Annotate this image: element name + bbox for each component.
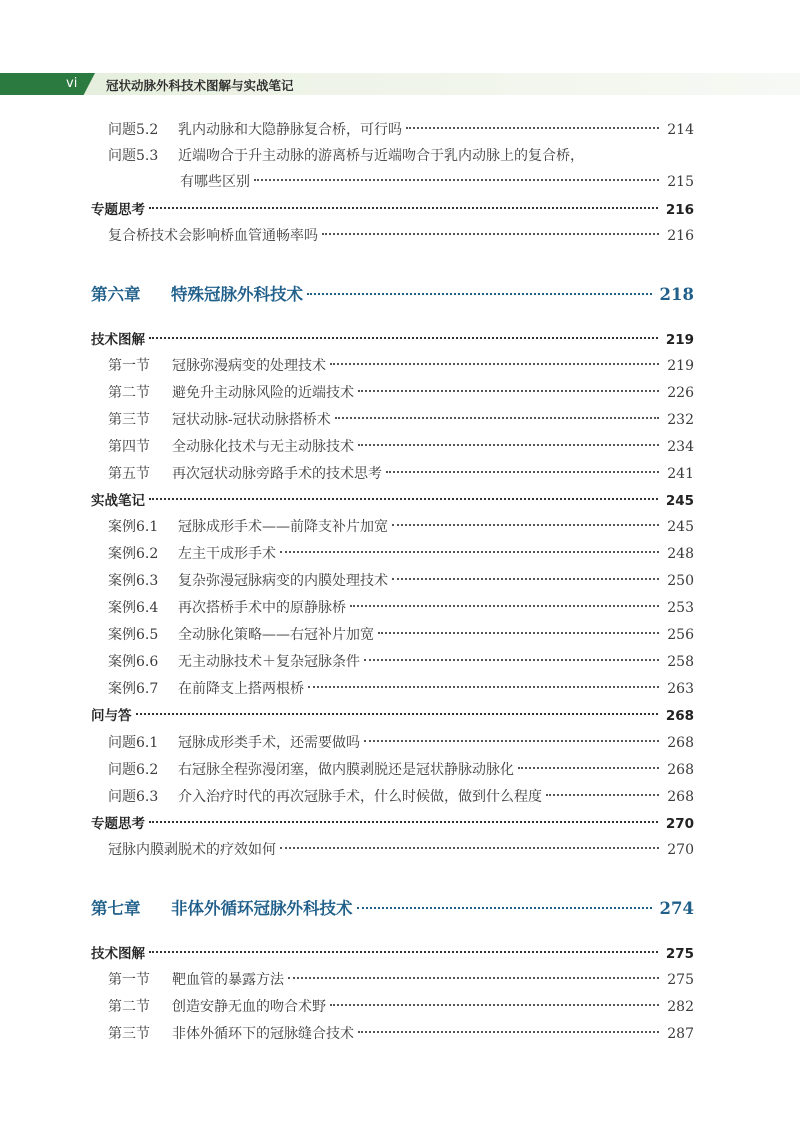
entry-page: 226 [667,385,694,401]
entry-title: 创造安静无血的吻合术野 [172,999,326,1015]
dot-leader [364,659,659,661]
entry-page: 215 [667,174,694,190]
heading-title: 专题思考 [91,202,145,218]
entry-title: 复合桥技术会影响桥血管通畅率吗 [108,228,318,244]
entry-page: 234 [667,439,694,455]
entry-title: 冠脉弥漫病变的处理技术 [172,358,326,374]
entry-page: 268 [667,735,694,751]
dot-leader [280,551,659,553]
header-page-number: vi [66,76,78,91]
chapter-page: 218 [659,285,694,304]
entry-page: 241 [667,466,694,482]
entry-title: 再次搭桥手术中的原静脉桥 [178,600,346,616]
entry-title: 复杂弥漫冠脉病变的内膜处理技术 [178,573,388,589]
toc-entry-ch7-s1[interactable] [108,970,694,990]
entry-page: 258 [667,654,694,670]
dot-leader [307,293,652,295]
chapter-title: 特殊冠脉外科技术 [171,285,303,304]
entry-number: 第二节 [108,385,150,401]
dot-leader [378,632,659,634]
entry-page: 250 [667,573,694,589]
entry-title: 介入治疗时代的再次冠脉手术，什么时候做，做到什么程度 [178,789,542,805]
dot-leader [386,471,659,473]
entry-page: 253 [667,600,694,616]
heading-title: 专题思考 [91,816,145,832]
dot-leader [357,907,652,909]
running-header [0,73,800,95]
dot-leader [358,1031,659,1033]
entry-page: 256 [667,627,694,643]
entry-number: 问题5.3 [108,148,159,164]
entry-number: 案例6.6 [108,654,159,670]
toc-entry-ch7-s2[interactable] [108,997,694,1017]
entry-title: 再次冠状动脉旁路手术的技术思考 [172,466,382,482]
entry-page: 219 [665,332,694,348]
entry-number: 问题6.3 [108,789,159,805]
toc-entry-topic5-item[interactable] [108,226,694,246]
entry-page: 232 [667,412,694,428]
toc-entry-ch7-s3[interactable] [108,1024,694,1044]
dot-leader [149,337,658,339]
entry-title: 冠脉成形类手术，还需要做吗 [178,735,360,751]
toc-heading-ch7-tech[interactable] [91,944,694,964]
dot-leader [335,417,660,419]
dot-leader [406,127,659,129]
entry-page: 287 [667,1026,694,1042]
toc-entry-q5-3[interactable] [180,172,694,192]
toc-heading-topic6[interactable] [91,814,694,834]
entry-title: 右冠脉全程弥漫闭塞，做内膜剥脱还是冠状静脉动脉化 [178,762,514,778]
entry-page: 219 [667,358,694,374]
entry-title: 在前降支上搭两根桥 [178,681,304,697]
entry-number: 问题6.1 [108,735,159,751]
entry-title: 靶血管的暴露方法 [172,972,284,988]
toc-entry-ch6-s4[interactable] [108,437,694,457]
toc-entry-c6-3[interactable] [108,571,694,591]
entry-page: 270 [667,842,694,858]
entry-number: 第四节 [108,439,150,455]
entry-number: 案例6.2 [108,546,159,562]
entry-number: 第一节 [108,358,150,374]
entry-number: 案例6.1 [108,519,159,535]
dot-leader [149,821,658,823]
dot-leader [518,767,659,769]
entry-page: 216 [665,202,694,218]
heading-title: 技术图解 [91,946,145,962]
entry-page: 245 [665,493,694,509]
toc-entry-q5-3-line1[interactable] [108,146,694,166]
entry-number: 案例6.3 [108,573,159,589]
entry-title: 乳内动脉和大隐静脉复合桥，可行吗 [178,122,402,138]
entry-number: 第三节 [108,1026,150,1042]
entry-page: 214 [667,122,694,138]
entry-title: 近端吻合于升主动脉的游离桥与近端吻合于乳内动脉上的复合桥， [178,148,584,164]
toc-entry-ch6-s2[interactable] [108,383,694,403]
toc-entry-ch6-s1[interactable] [108,356,694,376]
entry-page: 268 [665,708,694,724]
toc-entry-q6-2[interactable] [108,760,694,780]
heading-title: 问与答 [91,708,132,724]
entry-title: 冠脉内膜剥脱术的疗效如何 [108,842,276,858]
dot-leader [330,1004,659,1006]
entry-page: 282 [667,999,694,1015]
dot-leader [358,444,659,446]
entry-title: 全动脉化技术与无主动脉技术 [172,439,354,455]
toc-entry-ch6-s5[interactable] [108,464,694,484]
dot-leader [350,605,659,607]
toc-heading-ch6-qa[interactable] [91,706,694,726]
toc-entry-c6-5[interactable] [108,625,694,645]
entry-number: 案例6.4 [108,600,159,616]
entry-number: 案例6.5 [108,627,159,643]
dot-leader [330,363,659,365]
toc-heading-ch6-notes[interactable] [91,491,694,511]
entry-page: 268 [667,762,694,778]
entry-number: 问题5.2 [108,122,159,138]
entry-title: 左主干成形手术 [178,546,276,562]
dot-leader [546,794,659,796]
dot-leader [149,951,658,953]
toc-entry-c6-4[interactable] [108,598,694,618]
entry-page: 275 [665,946,694,962]
toc-entry-c6-7[interactable] [108,679,694,699]
dot-leader [392,578,659,580]
dot-leader [364,740,659,742]
entry-page: 248 [667,546,694,562]
chapter-number: 第六章 [91,285,141,304]
dot-leader [308,686,659,688]
toc-entry-ch6-s3[interactable] [108,410,694,430]
entry-title: 避免升主动脉风险的近端技术 [172,385,354,401]
toc-chapter-7[interactable] [91,897,694,921]
entry-number: 第三节 [108,412,150,428]
dot-leader [358,390,659,392]
entry-number: 第五节 [108,466,150,482]
dot-leader [254,179,659,181]
entry-page: 263 [667,681,694,697]
entry-title: 冠脉成形手术——前降支补片加宽 [178,519,388,535]
header-book-title: 冠状动脉外科技术图解与实战笔记 [106,78,294,93]
heading-title: 技术图解 [91,332,145,348]
toc-entry-q5-2[interactable] [108,120,694,140]
toc-entry-c6-1[interactable] [108,517,694,537]
toc-entry-c6-2[interactable] [108,544,694,564]
entry-title: 全动脉化策略——右冠补片加宽 [178,627,374,643]
toc-heading-topic5[interactable] [91,200,694,220]
chapter-page: 274 [659,899,694,918]
toc-entry-c6-6[interactable] [108,652,694,672]
entry-page: 216 [667,228,694,244]
entry-title: 冠状动脉-冠状动脉搭桥术 [172,412,331,428]
chapter-number: 第七章 [91,899,141,918]
entry-page: 245 [667,519,694,535]
entry-title: 有哪些区别 [180,174,250,190]
dot-leader [280,847,659,849]
toc-chapter-6[interactable] [91,283,694,307]
toc-entry-topic6-item[interactable] [108,840,694,860]
entry-title: 非体外循环下的冠脉缝合技术 [172,1026,354,1042]
toc-entry-q6-3[interactable] [108,787,694,807]
entry-number: 问题6.2 [108,762,159,778]
dot-leader [136,713,658,715]
dot-leader [288,977,659,979]
chapter-title: 非体外循环冠脉外科技术 [171,899,353,918]
toc-entry-q6-1[interactable] [108,733,694,753]
dot-leader [392,524,659,526]
dot-leader [149,498,658,500]
entry-number: 第二节 [108,999,150,1015]
toc-heading-ch6-tech[interactable] [91,330,694,350]
header-page-tab [0,73,95,95]
entry-page: 275 [667,972,694,988]
heading-title: 实战笔记 [91,493,145,509]
dot-leader [322,233,659,235]
dot-leader [149,207,658,209]
entry-number: 案例6.7 [108,681,159,697]
entry-title: 无主动脉技术＋复杂冠脉条件 [178,654,360,670]
entry-number: 第一节 [108,972,150,988]
entry-page: 268 [667,789,694,805]
entry-page: 270 [665,816,694,832]
